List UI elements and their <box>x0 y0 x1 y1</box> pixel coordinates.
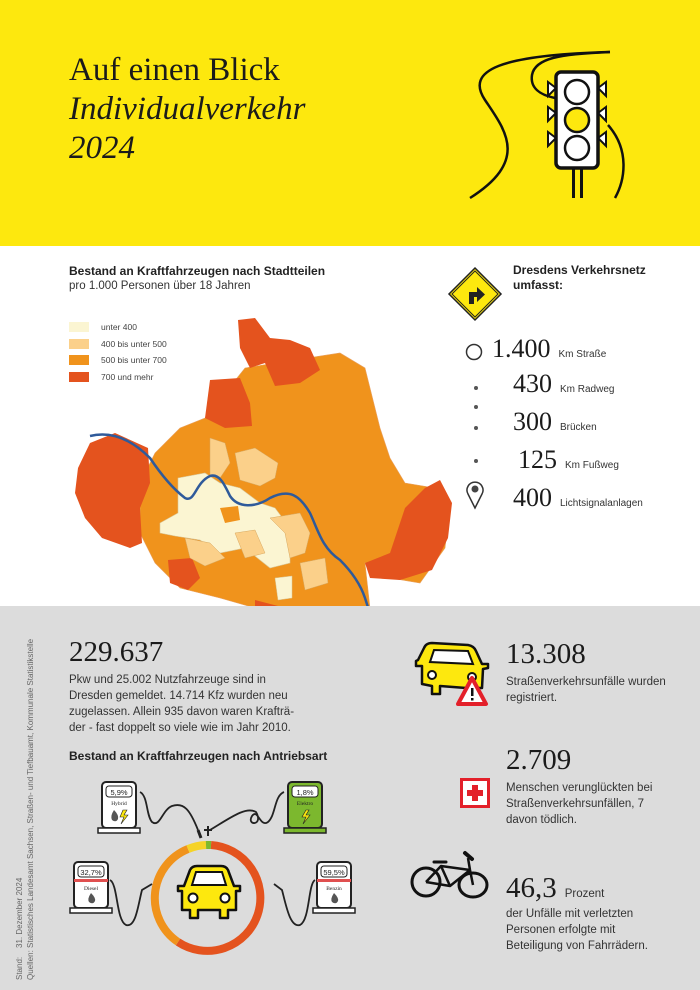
bullet-dot <box>474 459 478 463</box>
legend-swatch <box>69 372 89 382</box>
bicycle-icon <box>408 850 493 900</box>
accidents-count: 13.308 <box>506 638 586 670</box>
map-title: Bestand an Kraftfahrzeugen nach Stadtteilen <box>69 264 326 278</box>
svg-text:1,8%: 1,8% <box>296 788 314 797</box>
road-sign-turn-right-icon <box>447 266 503 322</box>
bikes-stat: 46,3 Prozent <box>506 872 605 904</box>
drive-type-title: Bestand an Kraftfahrzeugen nach Antriebsart <box>69 749 328 763</box>
network-item-bike-paths: 430 Km Radweg <box>513 369 615 398</box>
map-subtitle: pro 1.000 Personen über 18 Jahren <box>69 280 251 292</box>
pump-diesel <box>70 862 112 913</box>
car-icon <box>178 866 240 918</box>
drive-type-donut-chart <box>60 770 380 980</box>
injured-description: Menschen verunglückten bei Straßenverkehrsunfällen, 7 davon tödlich. <box>506 782 653 826</box>
legend-swatch <box>69 322 89 332</box>
vehicles-description: Pkw und 25.002 Nutzfahrzeuge sind in Dresden gemeldet. 14.714 Kfz wurden neu zugelassen. Allein 935 davon waren Krafträ- der - fast doppelt so viele wie im Jahr 2010. <box>69 674 295 734</box>
svg-text:Diesel: Diesel <box>83 886 99 892</box>
svg-text:59,5%: 59,5% <box>323 868 345 877</box>
header-year: 2024 <box>69 130 135 166</box>
legend-item: 500 bis unter 700 <box>69 352 167 369</box>
map-legend <box>69 319 167 385</box>
svg-text:Elektro: Elektro <box>296 801 314 807</box>
legend-item: 400 bis unter 500 <box>69 336 167 353</box>
network-item-bridges: 300 Brücken <box>513 407 597 436</box>
header-banner <box>0 0 700 246</box>
accidents-description: Straßenverkehrsunfälle wurden registriert. <box>506 676 666 704</box>
svg-text:Hybrid: Hybrid <box>111 801 127 807</box>
svg-text:5,9%: 5,9% <box>110 788 128 797</box>
legend-item: 700 und mehr <box>69 369 167 386</box>
legend-swatch <box>69 339 89 349</box>
legend-item: unter 400 <box>69 319 167 336</box>
svg-text:32,7%: 32,7% <box>80 868 102 877</box>
map-section <box>0 246 700 606</box>
svg-text:Benzin: Benzin <box>326 886 342 892</box>
bikes-description: der Unfälle mit verletzten Personen erfolgte mit Beteiligung von Fahrrädern. <box>506 908 648 952</box>
network-item-roads: 1.400 Km Straße <box>492 334 607 363</box>
header-subtitle: Individualverkehr <box>69 91 306 127</box>
vehicles-count: 229.637 <box>69 636 164 668</box>
network-item-traffic-signals: 400 Lichtsignalanlagen <box>513 483 643 512</box>
first-aid-icon <box>460 778 490 808</box>
legend-swatch <box>69 355 89 365</box>
pump-elektro <box>284 782 326 833</box>
car-accident-icon <box>410 638 495 708</box>
network-item-footpaths: 125 Km Fußweg <box>518 445 619 474</box>
location-pin-icon <box>465 480 485 510</box>
sources-note: Stand: 31. Dezember 2024 Quellen: Statistisches Landesamt Sachsen, Straßen- und Tiefbauamt, Kommunale Statistikstelle <box>15 638 35 980</box>
header-title: Auf einen Blick <box>69 52 280 88</box>
stats-section <box>0 606 700 990</box>
pump-hybrid <box>98 782 140 833</box>
pump-benzin <box>313 862 355 913</box>
bullet-dot <box>474 386 478 390</box>
traffic-light-icon <box>460 40 640 220</box>
bullet-dot <box>474 426 478 430</box>
circle-icon <box>465 343 483 361</box>
injured-count: 2.709 <box>506 744 572 776</box>
bullet-dot <box>474 405 478 409</box>
network-title: Dresdens Verkehrsnetz umfasst: <box>513 263 646 292</box>
